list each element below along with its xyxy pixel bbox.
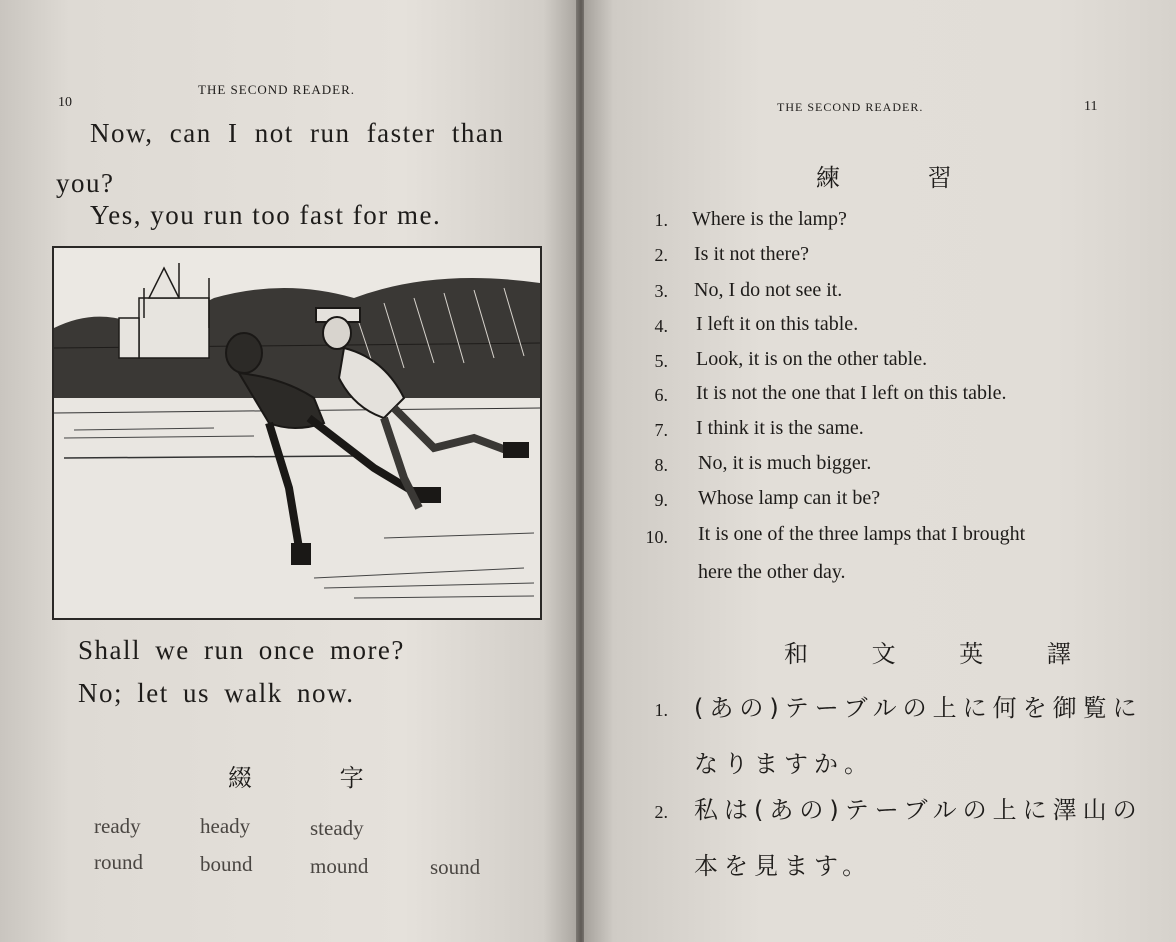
exercise-number: 6. (654, 385, 668, 405)
exercise-heading: 練 習 (816, 164, 992, 192)
running-head: THE SECOND READER. (777, 100, 924, 114)
translation-number: 1. (654, 700, 668, 720)
page-number: 10 (58, 95, 72, 110)
dialogue-line: Yes, you run too fast for me. (90, 200, 442, 230)
spelling-word: bound (200, 852, 253, 876)
exercise-text: Is it not there? (694, 243, 809, 265)
exercise-text: It is one of the three lamps that I brought (698, 523, 1026, 545)
exercise-number: 8. (654, 455, 668, 475)
left-page (0, 0, 578, 942)
translation-heading: 和 文 英 譯 (784, 640, 1099, 668)
exercise-text: Look, it is on the other table. (696, 348, 928, 370)
exercise-number: 9. (654, 490, 668, 510)
spelling-heading: 綴 字 (228, 764, 404, 792)
running-head: THE SECOND READER. (198, 82, 356, 97)
translation-number: 2. (654, 802, 668, 822)
exercise-text: It is not the one that I left on this table. (696, 382, 1007, 404)
spelling-word: mound (310, 854, 369, 878)
dialogue-line: Now, can I not run faster than (90, 118, 505, 148)
illustration-running-boys (52, 246, 542, 620)
exercise-text: I think it is the same. (696, 417, 864, 439)
exercise-text: No, I do not see it. (694, 279, 843, 301)
spelling-word: ready (94, 814, 141, 838)
exercise-text: No, it is much bigger. (698, 452, 872, 474)
exercise-number: 3. (654, 281, 668, 301)
right-page (584, 0, 1176, 942)
translation-text: なりますか。 (694, 750, 874, 778)
dialogue-line: you? (56, 168, 115, 198)
exercise-text: Whose lamp can it be? (698, 487, 881, 509)
exercise-number: 4. (654, 316, 668, 336)
exercise-number: 7. (654, 420, 668, 440)
spelling-word: round (94, 850, 143, 874)
dialogue-line: Shall we run once more? (78, 635, 405, 665)
translation-text: 私は(あの)テーブルの上に澤山の (694, 796, 1143, 824)
spelling-word: steady (310, 816, 364, 840)
page-number: 11 (1084, 99, 1098, 114)
exercise-number: 2. (654, 245, 668, 265)
translation-text: (あの)テーブルの上に何を御覧に (694, 694, 1143, 722)
exercise-text: Where is the lamp? (692, 208, 847, 230)
spelling-word: sound (430, 855, 481, 879)
exercise-number: 10. (645, 527, 668, 547)
spelling-word: heady (200, 814, 251, 838)
exercise-number: 1. (654, 210, 668, 230)
exercise-text: I left it on this table. (696, 313, 859, 335)
exercise-number: 5. (654, 351, 668, 371)
dialogue-line: No; let us walk now. (78, 678, 355, 708)
exercise-text-continued: here the other day. (698, 561, 846, 583)
translation-text: 本を見ます。 (694, 852, 873, 880)
